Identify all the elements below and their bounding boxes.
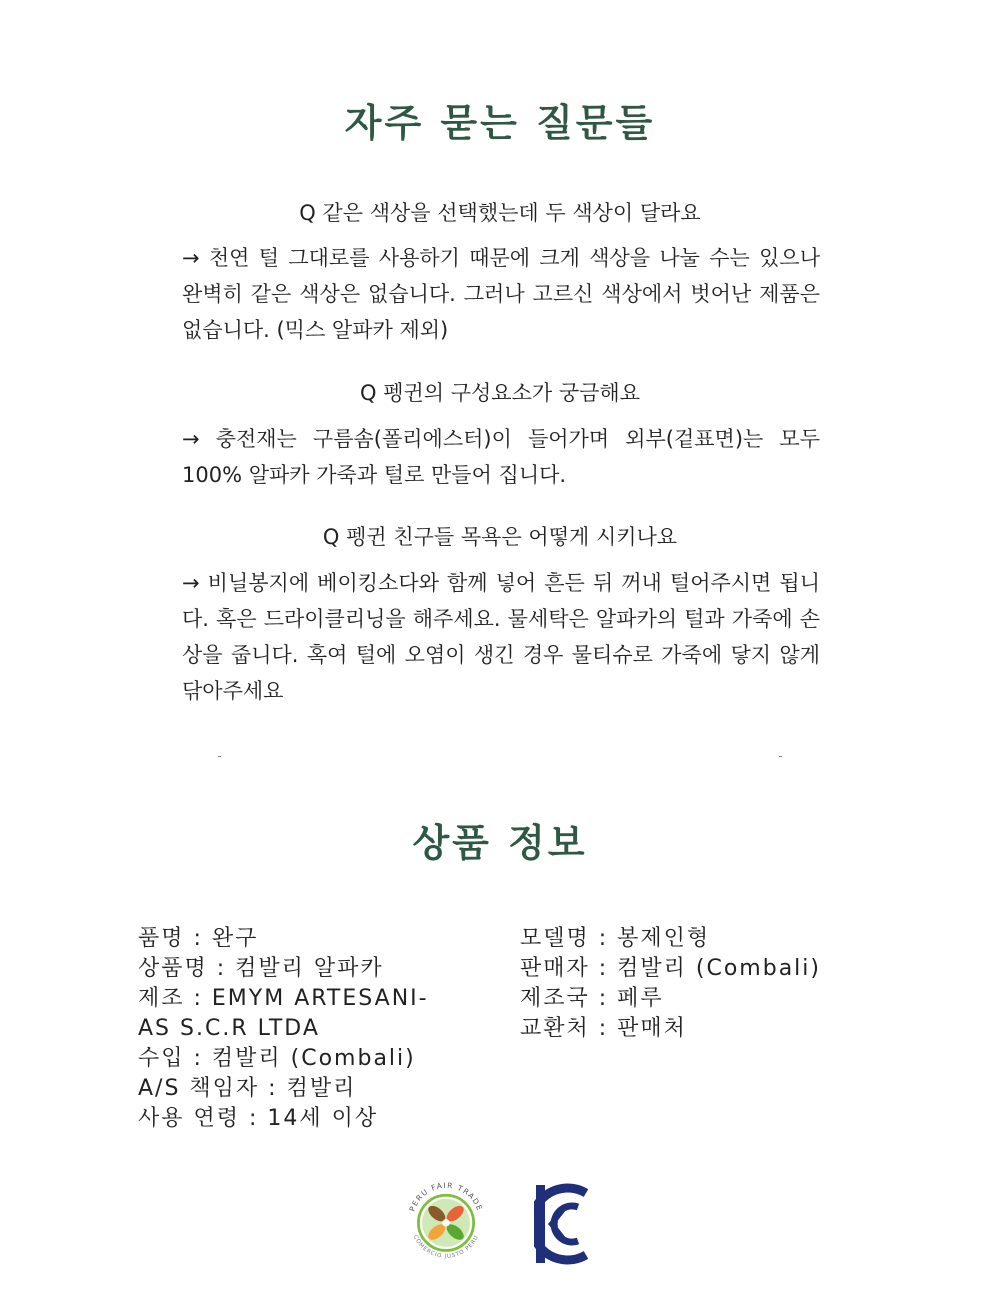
faq-title: 자주 묻는 질문들 bbox=[344, 101, 656, 145]
product-info-line: 품명 : 완구 bbox=[138, 926, 259, 951]
faq-question: Q 펭귄의 구성요소가 궁금해요 bbox=[360, 381, 640, 405]
product-info-line: 수입 : 컴발리 (Combali) bbox=[138, 1046, 416, 1071]
divider-mark-left bbox=[218, 756, 221, 757]
product-info-line: 사용 연령 : 14세 이상 bbox=[138, 1106, 379, 1131]
product-info-line: 상품명 : 컴발리 알파카 bbox=[138, 956, 384, 981]
product-info-line: 제조국 : 페루 bbox=[520, 986, 664, 1011]
faq-answer: → 천연 털 그대로를 사용하기 때문에 크게 색상을 나눌 수는 있으나 완벽히 같은 색상은 없습니다. 그러나 고르신 색상에서 벗어난 제품은 없습니다. (믹스 알파카 제외) bbox=[182, 246, 820, 342]
product-info-line: AS S.C.R LTDA bbox=[138, 1016, 320, 1041]
product-info-left-column bbox=[138, 924, 478, 1134]
fair-trade-top-text: PERU FAIR TRADE bbox=[407, 1180, 485, 1213]
divider-mark-right bbox=[779, 756, 782, 757]
product-info-line: 제조 : EMYM ARTESANI- bbox=[138, 986, 429, 1011]
product-info-line: 판매자 : 컴발리 (Combali) bbox=[520, 956, 821, 981]
product-info-title: 상품 정보 bbox=[412, 821, 588, 865]
peru-fair-trade-logo bbox=[400, 1175, 492, 1267]
product-info-right-column bbox=[520, 924, 880, 1044]
faq-answer: → 충전재는 구름솜(폴리에스터)이 들어가며 외부(겉표면)는 모두 100% 알파카 가죽과 털로 만들어 집니다. bbox=[182, 427, 820, 487]
faq-answer: → 비닐봉지에 베이킹소다와 함께 넣어 흔든 뒤 꺼내 털어주시면 됩니다. 혹은 드라이클리닝을 해주세요. 물세탁은 알파카의 털과 가죽에 손상을 줍니다. 혹여 털에 오염이 생긴 경우 물티슈로 가죽에 닿지 않게 닦아주세요 bbox=[182, 571, 820, 703]
product-info-line: A/S 책임자 : 컴발리 bbox=[138, 1076, 357, 1101]
faq-question: Q 펭귄 친구들 목욕은 어떻게 시키나요 bbox=[322, 525, 678, 549]
faq-question: Q 같은 색상을 선택했는데 두 색상이 달라요 bbox=[299, 201, 701, 225]
product-info-line: 모델명 : 봉제인형 bbox=[520, 926, 711, 951]
kc-mark-logo bbox=[534, 1183, 588, 1265]
fair-trade-bottom-text: COMERCIO JUSTO PERU bbox=[411, 1234, 481, 1260]
product-info-line: 교환처 : 판매처 bbox=[520, 1016, 687, 1041]
